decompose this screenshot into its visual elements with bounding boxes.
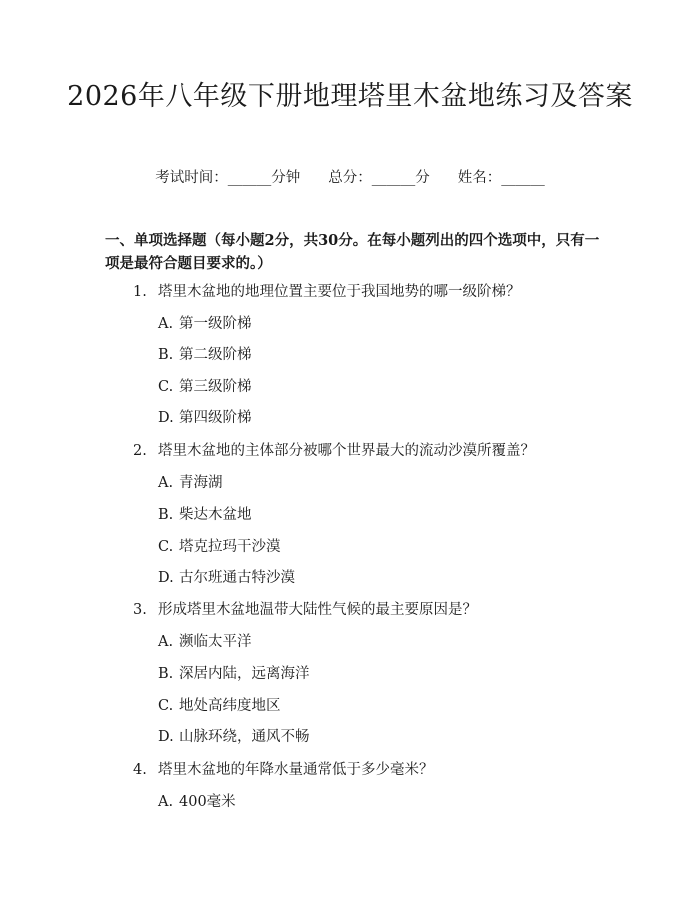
question-text: 形成塔里木盆地温带大陆性气候的最主要原因是？ bbox=[158, 602, 477, 618]
section-heading: 一、单项选择题（每小题2分，共30分。在每小题列出的四个选项中，只有一项是最符合题目要求的。） bbox=[105, 232, 600, 272]
question-1-option-a bbox=[158, 314, 252, 334]
option-text: 地处高纬度地区 bbox=[179, 698, 281, 714]
question-1-option-d bbox=[158, 408, 252, 428]
option-text: 古尔班通古特沙漠 bbox=[179, 570, 295, 586]
option-text: 山脉环绕，通风不畅 bbox=[179, 729, 310, 745]
question-text: 塔里木盆地的地理位置主要位于我国地势的哪一级阶梯？ bbox=[158, 284, 521, 300]
total-score-field: 总分：______分 bbox=[328, 170, 430, 186]
option-letter: D. bbox=[158, 729, 174, 745]
option-letter: A. bbox=[158, 794, 174, 810]
option-text: 第一级阶梯 bbox=[179, 316, 252, 332]
option-letter: A. bbox=[158, 316, 174, 332]
question-4-option-a bbox=[158, 792, 236, 812]
option-letter: D. bbox=[158, 410, 174, 426]
question-1-option-b bbox=[158, 345, 252, 365]
question-4 bbox=[133, 760, 434, 780]
question-3 bbox=[133, 600, 477, 620]
option-letter: C. bbox=[158, 698, 174, 714]
question-2-option-b bbox=[158, 505, 252, 525]
exam-info-line bbox=[0, 168, 700, 188]
option-text: 第三级阶梯 bbox=[179, 379, 252, 395]
option-text: 塔克拉玛干沙漠 bbox=[179, 539, 281, 555]
question-3-option-c bbox=[158, 696, 281, 716]
question-2-option-c bbox=[158, 537, 281, 557]
option-letter: D. bbox=[158, 570, 174, 586]
question-number: 4. bbox=[133, 762, 147, 778]
option-text: 深居内陆，远离海洋 bbox=[179, 666, 310, 682]
option-text: 柴达木盆地 bbox=[179, 507, 252, 523]
exam-time-field: 考试时间：______分钟 bbox=[155, 170, 301, 186]
option-text: 第二级阶梯 bbox=[179, 347, 252, 363]
question-1-option-c bbox=[158, 377, 252, 397]
option-text: 400毫米 bbox=[179, 794, 236, 810]
question-text: 塔里木盆地的年降水量通常低于多少毫米？ bbox=[158, 762, 434, 778]
option-letter: B. bbox=[158, 666, 174, 682]
question-3-option-a bbox=[158, 632, 252, 652]
question-number: 2. bbox=[133, 443, 147, 459]
question-3-option-b bbox=[158, 664, 310, 684]
option-letter: B. bbox=[158, 347, 174, 363]
question-number: 3. bbox=[133, 602, 147, 618]
option-text: 第四级阶梯 bbox=[179, 410, 252, 426]
option-text: 青海湖 bbox=[179, 475, 223, 491]
option-letter: A. bbox=[158, 634, 174, 650]
document-title: 2026年八年级下册地理塔里木盆地练习及答案 bbox=[67, 81, 633, 112]
question-text: 塔里木盆地的主体部分被哪个世界最大的流动沙漠所覆盖？ bbox=[158, 443, 535, 459]
option-letter: C. bbox=[158, 379, 174, 395]
question-3-option-d bbox=[158, 727, 310, 747]
question-number: 1. bbox=[133, 284, 147, 300]
option-letter: C. bbox=[158, 539, 174, 555]
option-letter: A. bbox=[158, 475, 174, 491]
question-2-option-d bbox=[158, 568, 295, 588]
option-text: 濒临太平洋 bbox=[179, 634, 252, 650]
question-2-option-a bbox=[158, 473, 223, 493]
student-name-field: 姓名：______ bbox=[457, 170, 545, 186]
question-1 bbox=[133, 282, 521, 302]
option-letter: B. bbox=[158, 507, 174, 523]
question-2 bbox=[133, 441, 535, 461]
